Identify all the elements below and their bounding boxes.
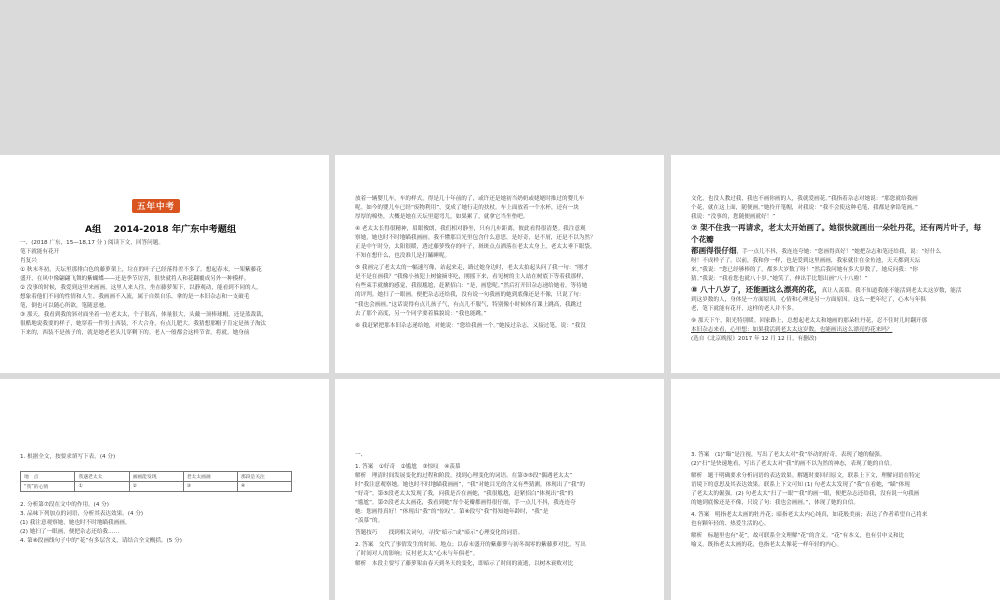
text-line: 呀！不成样子了。以前，我和你一样，也是爱到这里画画，我家就住在金鱼池，天天都到天坛 [691,257,921,264]
answer-table [20,471,292,492]
table-cell: 那段是关注 [237,472,291,482]
answer-line: 解析 本段主要写了藤萝架由春天到冬天的变化，即暗示了时间的流逝，以树木衰败对比 [355,560,574,567]
table-cell: 地 点 [21,472,75,482]
answer-line: 的她到底像还是不像，只说了句：我也会画画。”，体现了她的自信。 [691,500,859,507]
answer-line: 4. 答案 明指老太太画的牡丹花；暗指老太太内心纯真，如花般美丽；表达了作者希望自己将来 [691,512,928,519]
table-row [21,482,292,492]
text-line: 去了那个高度，另一个同学要着躲貌说：“我也能跳。” [355,310,487,317]
question-line: 4. 第⑧段画线句子中的“花”有多层含义，请结合全文概括。(5 分) [20,538,182,545]
table-cell: “我”的心情 [21,482,75,492]
question-line: (2) 她扫了一眼画，便把杂志还给我…… [20,529,120,536]
text-line: 盛开，在风中像翩翩飞舞的紫蝴蝶——还是季节厉害，很快就将人和花翻覆成另外一种模样。 [20,276,250,283]
passage-text [691,195,986,344]
source-citation: (选自《北京晚报》2017 年 12 月 12 日，有删改) [691,336,817,343]
passage-text [20,239,315,339]
answer-line: 3. 答案 (1)“瞄”是注视，写出了老太太对“我”举动的好奇，表现了她的倔强。 [691,452,886,458]
underlined-line: 本旧杂志来看，心里想：如果我活到老太太这岁数，也能画出这么漂亮的花来吗？ [691,327,893,334]
text-line: 文化，也没人教过我，我也不画你画的人，我就爱画花。”我指着杂志对她说：“那您就给我画 [691,196,918,202]
answer-line: “尴尬”。第⑦段老太太画花，我看到她“每个花瓣都画得很仔细，手一点儿不抖，我连连夸 [355,500,576,507]
question-line: 2. 分析第⑦段在文中的作用。(4 分) [20,502,109,508]
answer-line: 也有颗年轻的、热爱生活的心。 [691,521,770,528]
text-line: ⑥ 我赶紧把那本旧杂志递给她，对她说：“您给我画一个。”她接过杂志，又接过笔，说：“我没 [355,322,586,329]
text-line: 察她，她也时不时地瞄我画画。我不懂那目光里包含什么意思，是好奇，是不屑，还是不以为然？ [355,235,596,242]
table-cell: ③ [183,482,237,492]
text-line: 笔下就能有花开 [20,249,60,256]
question-line: 3. 品味下列加点的词语，分析其表达效果。(4 分) [20,511,144,518]
section-heading: 一、 [355,452,367,458]
text-line: 有些束手就擒的感觉，我很尴尬，赶紧招白：“是，画您呢。”然后打开旧杂志递给她看，等待她 [355,283,588,290]
answer-line: 答题技巧 找到相关词句，寻找“暗示”或“暗示”心理变化的词语。 [355,530,524,537]
page-title: A组 2014-2018 年广东中考题组 [85,224,237,235]
section-badge: 五年中考 [132,199,180,213]
question-text [20,501,315,546]
text-line: ② 没事的时候，我爱到这里来画画。这里人来人往，坐在藤萝架下，以静观动，能看到不同的人， [20,285,262,292]
document-page-6 [671,379,1000,600]
answer-line: 2. 答案 交代了事情发生的时间、地点；以春末盛开的紫藤萝与初冬凋零的紫藤萝对比，写出 [355,542,586,549]
answer-text [691,451,986,550]
answer-line: 解析 理清时间发展变化的过程和阶段，找到心理变化的词语。在第③⑤段“偶遇老太太” [355,473,573,480]
document-page-5 [335,379,664,600]
text-line: ④ 老太太长得很精神，眉眼俊朗，我们相对静坐，只有几步距离，彼此看得很清楚。我注意观 [355,226,586,233]
answer-line: 了老太太的倔强。(2) 句老太太“扫了一眼”“我”的画一眼，便把杂志还给我，没有说一句我画 [691,491,920,498]
text-line: 很酷地说我要的样子，她穿着一件男士西装，不大合身，有点儿肥大。我猜想那帽子肯定是孩子淘汰 [20,321,267,328]
answer-line: 时“我注意观察她，她也时不时地瞄我画画”，“我”对她目光的含义有些猜测，体现出了“我”的 [355,482,585,489]
document-page-1 [0,155,329,373]
table-cell: 老太太画画 [183,472,237,482]
document-page-4 [0,379,329,600]
text-line: ⑨ 那天下午，阳光特别暖。回家路上，总想起老太太和她画的那朵牡丹花，忍不住时儿时翻开那 [691,318,928,325]
answer-line: 解析 标题里也有“花”，故可联系全文理解“花”的含义。“花”有本义，也有引申义和比 [691,533,905,540]
text-line: 来。”我说：“您已经够棒的了，都多大岁数了呀！”然后我问她有多大岁数了，她反问我：“你 [691,267,918,274]
document-page-3 [671,155,1000,373]
text-line: 老，笔下就能有花开，这样的老人并不多。 [691,306,798,313]
question-line: (1) 我注意观察她，她也时不时地瞄我画画。 [20,520,131,527]
answer-line: 解析 题干明确要求分析词语的表达效果。解题时要回归原文，联系上下文，理解词语在特定 [691,473,921,480]
text-segment: 真让人羡慕。我不知道我能不能活到老太太这岁数，能活 [821,288,962,295]
text-line: 个花，就在这上面，随便画。”她拎开笔帽，对我说：“我不会使这种毛笔，我都是拿铅笔画。” [691,205,918,212]
para7-bold-text: ⑦ 架不住我一再请求，老太太开始画了。她很快就画出一朵牡丹花，还有两片叶子，每个花瓣 [691,223,982,244]
text-line: ③ 那天，我看到我的斜对面坐着一位老太太，个子很高，体量很大，头戴一顶棒球帽，还是蓝裁裁， [20,312,268,319]
text-line: 想象着他们不同的性情和人生。我画画不入流，属于自娱自乐，拿的是一本旧杂志和一支破毛 [20,294,250,301]
text-line: 的评判。她扫了一眼画，便把杂志还给我，没有说一句我画的她到底像还是不像，只说了句： [355,292,585,299]
table-cell: ④ [237,482,291,492]
text-line: 到这岁数的人，身体是一方面原因，心情和心理是另一方面原因。这么一把年纪了，心木与年俱 [691,297,926,304]
text-line: “我也会画画。”这话说得有点儿孩子气，有点儿不服气，特别像小时候体育课上跳高，我跳过 [355,301,582,308]
text-line: 猜。”我说：“我看您也就八十岁。”她笑了，伸出手比划出画“八十八啦！” [691,276,868,283]
table-cell: ① [75,482,129,492]
answer-text [355,451,650,569]
text-line: 下来的，西装不是孩子的，就是她老老头儿穿剩下的。老人一般都会这样节省。将就。她身前 [20,330,250,337]
text-line: ⑤ 我画完了老太太的一幅速写像，站起来走，路过她身边时，老太太拍起头问了我一句：“刚才 [355,265,589,272]
text-line: 厚厚的棉垫，大概是她在天坛里遛弯儿，如果累了，就拿它当坐垫吧。 [355,214,529,221]
answer-line: 她：您画得真好！”体现出“我”的“惊叹”。第⑧段写“我”得知她年龄时，“我”是 [355,509,549,516]
table-row [21,472,292,482]
para7-bold-continuation: 都画得很仔细 [691,245,737,255]
passage-text [355,195,650,331]
question-text [20,453,315,462]
question-line: 1. 根据全文，按要求填写下表。(4 分) [20,454,116,460]
table-cell: 我遇老太太 [75,472,129,482]
text-line: 我说：“没事的，您随便画就好！” [691,214,776,221]
answer-line: 1. 答案 ①好奇 ②尴尬 ③惊叹 ④羡慕 [355,464,461,471]
answer-line: (2)“扫”是快速地看，写出了老太太对“我”的画不以为然的神态，表现了她的自信。 [691,461,896,468]
table-cell: ② [129,482,183,492]
answer-line: 了时间对人的影响；反衬老太太“心未与年俱老”。 [355,551,479,558]
text-line: 不知在想什么，也没准儿是打瞌睡呢。 [355,253,451,260]
text-line: 一、(2018 广东，15—18,17 分 ) 阅读下文，回答问题。 [20,240,164,246]
text-line: 正是中午时分，太阳很暖，透过藤萝残存的叶子，斑斑点点洒落在老太太身上，老太太垂下眼袋， [355,244,596,251]
answer-line: 语境下的意思及其表达效果。联系上下文可知 (1) 句老太太发现了“我”在看她，“瞄”体现 [691,482,910,489]
text-line [691,245,986,257]
answer-line: “好奇”。第⑤段老太太发现了我，问我是否在画她，“我很尴尬，赶紧招白”体现出“我”的 [355,491,574,498]
emphasized-line [691,222,986,245]
para8-bold-text: ⑧ 八十八岁了，还能画这么漂亮的花， [691,285,822,295]
text-line [691,284,986,296]
text-line: 放着一辆婴儿车，车的样式，得是几十年前的了，或许还是她初当奶奶或姥姥时推过的婴儿车 [355,196,585,202]
text-line: 呢。如今的婴儿车已经“废物利用”，变成了她行走的扶杖。车上面放着一个水杯，还有一块 [355,205,579,212]
answer-line: “羡慕”的。 [355,518,384,525]
answer-line: 喻义。既指老太太画的花，也指老太太像花一样年轻的内心。 [691,542,843,549]
table-cell: 画画能发现 [129,472,183,482]
text-segment: ，手一点儿不抖，我连连夸她：“您画得真好！”她把杂志和笔还给我，说：“好什么 [736,248,942,255]
text-line: ① 秋末冬初，天坛里那排白色的藤萝架上，垃在的叶子已经落得差不多了。想起春末，一架紫藤花 [20,267,262,274]
text-line: 笔，倒也可以随心所欲，笔随意驰。 [20,303,110,310]
document-page-2 [335,155,664,373]
text-line: 肖复兴 [20,258,37,265]
text-line: 是不是在画我？”我像小孩犯上树偷摘枣吃，刚摇下来，看见树的主人站在树底下等着我那样， [355,274,588,281]
